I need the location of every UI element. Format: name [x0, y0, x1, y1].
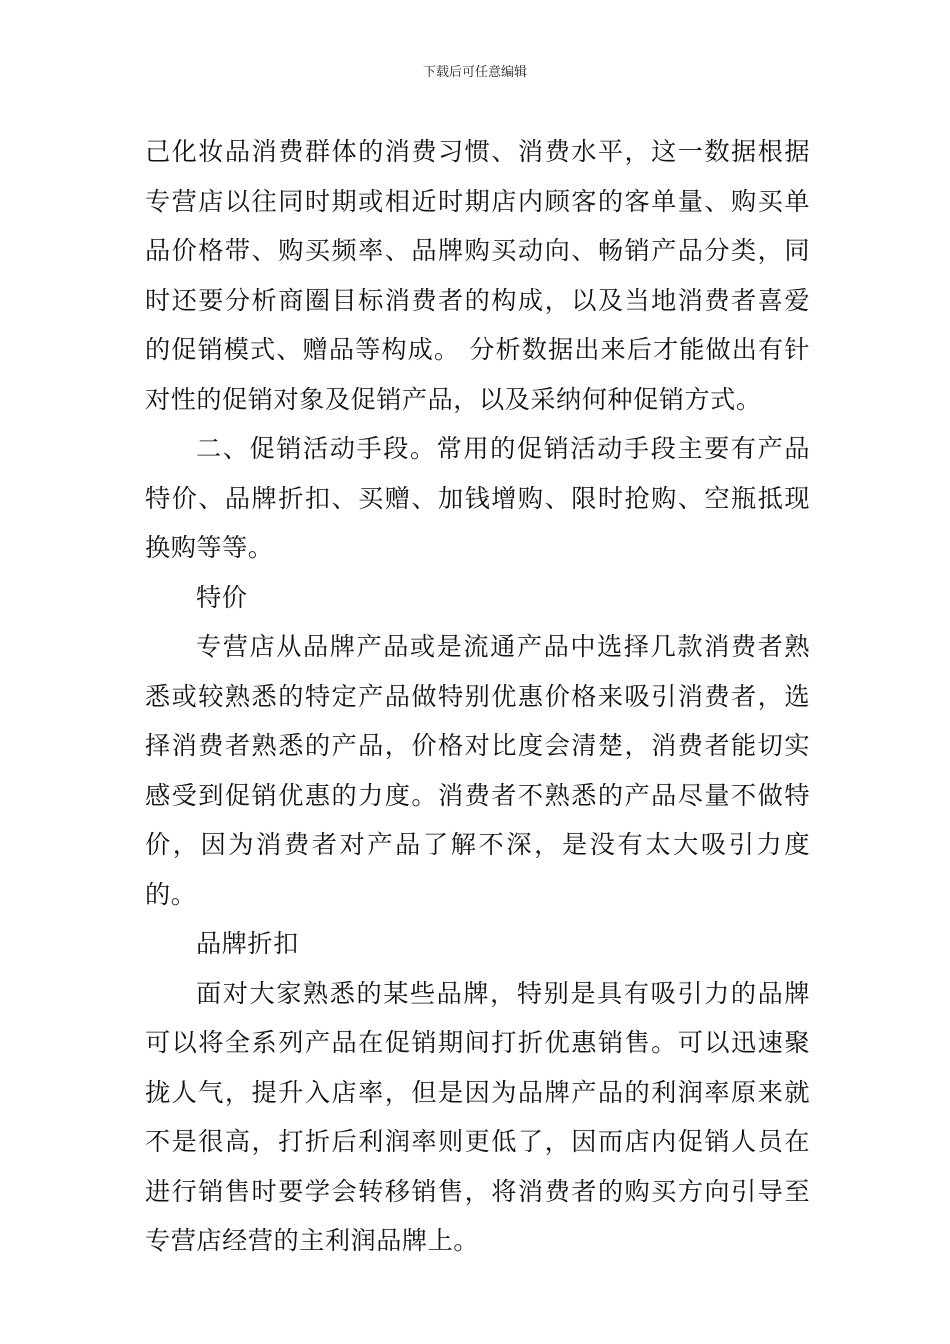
- subheading-special-price: 特价: [196, 582, 248, 612]
- paragraph-brand-discount: 面对大家熟悉的某些品牌，特别是具有吸引力的品牌可以将全系列产品在促销期间打折优惠销售。可以迅速聚拢人气，提升入店率，但是因为品牌产品的利润率原来就不是很高，打折后利润率则更低了，因而店内促销人员在进行销售时要学会转移销售，将消费者的购买方向引导至专营店经营的主利润品牌上。: [145, 978, 810, 1255]
- paragraph-special-price: 专营店从品牌产品或是流通产品中选择几款消费者熟悉或较熟悉的特定产品做特别优惠价格来吸引消费者，选择消费者熟悉的产品，价格对比度会清楚，消费者能切实感受到促销优惠的力度。消费者不熟悉的产品尽量不做特价，因为消费者对产品了解不深，是没有太大吸引力度的。: [145, 632, 810, 909]
- paragraph-promotion-methods: 二、促销活动手段。常用的促销活动手段主要有产品特价、品牌折扣、买赠、加钱增购、限时抢购、空瓶抵现换购等等。: [145, 434, 810, 562]
- document-body: [145, 127, 810, 1266]
- paragraph-consumer-analysis: 己化妆品消费群体的消费习惯、消费水平，这一数据根据专营店以往同时期或相近时期店内顾客的客单量、购买单品价格带、购买频率、品牌购买动向、畅销产品分类，同时还要分析商圈目标消费者的构成，以及当地消费者喜爱的促销模式、赠品等构成。 分析数据出来后才能做出有针对性的促销对象及促销产品，以及采纳何种促销方式。: [145, 137, 810, 414]
- page-header: 下载后可任意编辑: [422, 65, 527, 80]
- subheading-brand-discount: 品牌折扣: [196, 929, 299, 958]
